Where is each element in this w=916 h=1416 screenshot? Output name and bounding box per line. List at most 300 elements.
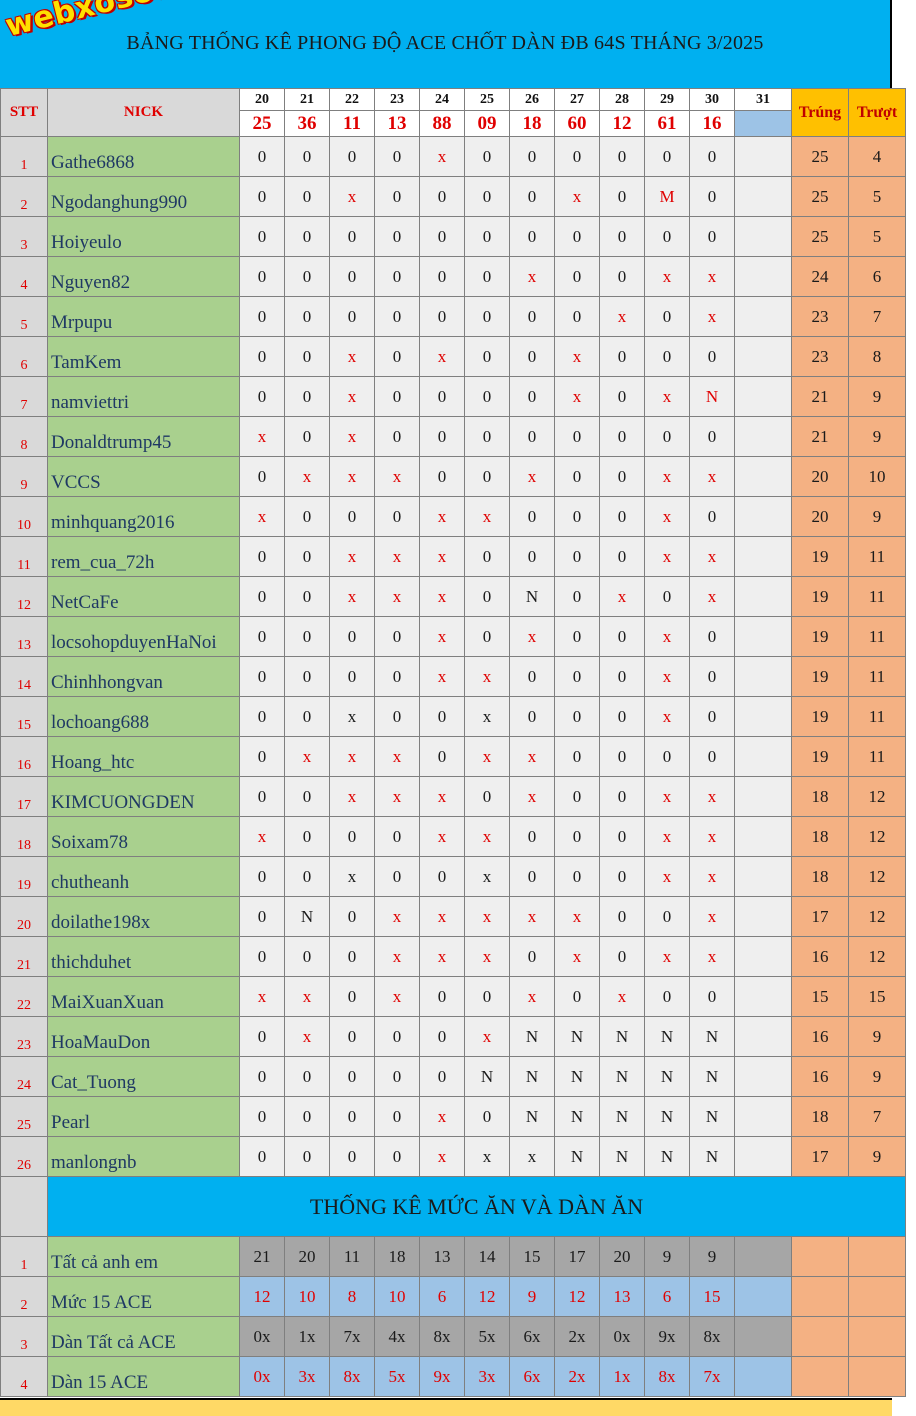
row-cell: x — [285, 737, 330, 777]
row-cell: 0 — [240, 377, 285, 417]
row-cell — [735, 977, 792, 1017]
row-cell: 0 — [690, 417, 735, 457]
header-day: 31 — [735, 89, 792, 111]
row-cell: 0 — [285, 177, 330, 217]
header-result: 12 — [600, 111, 645, 137]
row-cell: x — [465, 737, 510, 777]
row-cell: 0 — [510, 817, 555, 857]
row-cell: 0 — [600, 697, 645, 737]
row-cell — [735, 497, 792, 537]
row-hit: 16 — [792, 1057, 849, 1097]
row-cell: x — [420, 337, 465, 377]
row-cell: 0 — [690, 657, 735, 697]
row-stt: 2 — [1, 177, 48, 217]
row-nick: Gathe6868 — [48, 137, 240, 177]
row-cell: x — [690, 857, 735, 897]
row-cell: 0 — [285, 257, 330, 297]
row-hit: 25 — [792, 177, 849, 217]
row-cell: x — [330, 417, 375, 457]
row-hit: 19 — [792, 617, 849, 657]
row-nick: Mrpupu — [48, 297, 240, 337]
row-stt: 18 — [1, 817, 48, 857]
row-cell: 0 — [645, 337, 690, 377]
row-miss: 11 — [849, 657, 906, 697]
table-row — [1, 697, 906, 737]
row-cell: x — [330, 577, 375, 617]
row-cell: 0 — [555, 537, 600, 577]
row-cell: x — [285, 977, 330, 1017]
row-cell: x — [330, 777, 375, 817]
row-cell: 0 — [555, 817, 600, 857]
row-cell: 0 — [465, 457, 510, 497]
row-cell: 0 — [240, 577, 285, 617]
row-cell — [735, 577, 792, 617]
header-result: 60 — [555, 111, 600, 137]
row-cell: 0 — [285, 657, 330, 697]
row-cell: 0 — [375, 377, 420, 417]
row-cell: x — [645, 937, 690, 977]
row-cell: 0 — [420, 257, 465, 297]
row-hit: 17 — [792, 897, 849, 937]
row-stt: 22 — [1, 977, 48, 1017]
row-cell: x — [375, 737, 420, 777]
row-miss: 5 — [849, 217, 906, 257]
summary-cell: 6x — [510, 1357, 555, 1397]
row-cell: 0 — [240, 457, 285, 497]
row-cell: x — [240, 497, 285, 537]
row-cell: x — [510, 737, 555, 777]
summary-cell: 6 — [645, 1277, 690, 1317]
header-result: 88 — [420, 111, 465, 137]
row-cell: 0 — [645, 417, 690, 457]
row-cell: x — [690, 937, 735, 977]
row-cell: 0 — [285, 537, 330, 577]
table-row — [1, 1057, 906, 1097]
header-result: 36 — [285, 111, 330, 137]
row-cell: 0 — [465, 1097, 510, 1137]
row-cell: N — [465, 1057, 510, 1097]
row-cell: 0 — [375, 137, 420, 177]
row-cell: 0 — [510, 177, 555, 217]
row-miss: 7 — [849, 297, 906, 337]
row-miss: 12 — [849, 817, 906, 857]
row-hit: 19 — [792, 737, 849, 777]
row-stt: 14 — [1, 657, 48, 697]
summary-row — [1, 1277, 906, 1317]
row-stt: 13 — [1, 617, 48, 657]
row-cell: x — [330, 177, 375, 217]
row-cell: 0 — [375, 857, 420, 897]
row-cell — [735, 657, 792, 697]
row-hit: 18 — [792, 857, 849, 897]
row-cell: x — [375, 457, 420, 497]
row-cell: 0 — [240, 1137, 285, 1177]
row-cell: 0 — [510, 697, 555, 737]
row-cell: 0 — [240, 697, 285, 737]
summary-cell: 11 — [330, 1237, 375, 1277]
row-cell: 0 — [645, 297, 690, 337]
row-cell: 0 — [375, 1057, 420, 1097]
row-stt: 16 — [1, 737, 48, 777]
row-stt: 15 — [1, 697, 48, 737]
row-cell: 0 — [600, 257, 645, 297]
summary-cell: 20 — [600, 1237, 645, 1277]
row-cell: x — [375, 577, 420, 617]
row-cell — [735, 377, 792, 417]
row-cell: 0 — [510, 657, 555, 697]
row-nick: Donaldtrump45 — [48, 417, 240, 457]
table-row — [1, 1137, 906, 1177]
summary-stt: 4 — [1, 1357, 48, 1397]
summary-cell: 18 — [375, 1237, 420, 1277]
row-cell: 0 — [645, 577, 690, 617]
row-cell: 0 — [285, 1137, 330, 1177]
row-cell: 0 — [555, 617, 600, 657]
header-day: 22 — [330, 89, 375, 111]
row-cell: 0 — [465, 617, 510, 657]
row-nick: Soixam78 — [48, 817, 240, 857]
table-row — [1, 817, 906, 857]
row-cell: 0 — [600, 377, 645, 417]
row-cell: x — [285, 457, 330, 497]
row-cell: 0 — [510, 337, 555, 377]
row-cell: 0 — [690, 217, 735, 257]
header-day: 30 — [690, 89, 735, 111]
summary-stt: 3 — [1, 1317, 48, 1357]
row-miss: 10 — [849, 457, 906, 497]
row-cell: 0 — [330, 497, 375, 537]
row-cell — [735, 337, 792, 377]
row-cell: x — [240, 977, 285, 1017]
header-result: 13 — [375, 111, 420, 137]
row-cell: x — [600, 977, 645, 1017]
row-cell: N — [510, 1017, 555, 1057]
row-cell: M — [645, 177, 690, 217]
row-nick: Nguyen82 — [48, 257, 240, 297]
row-cell: 0 — [330, 137, 375, 177]
row-cell: 0 — [285, 777, 330, 817]
summary-cell: 0x — [240, 1357, 285, 1397]
row-miss: 12 — [849, 937, 906, 977]
summary-cell: 2x — [555, 1317, 600, 1357]
row-cell: 0 — [330, 297, 375, 337]
summary-cell: 8x — [330, 1357, 375, 1397]
summary-cell: 15 — [690, 1277, 735, 1317]
table-row — [1, 897, 906, 937]
row-cell: 0 — [555, 857, 600, 897]
page-title: BẢNG THỐNG KÊ PHONG ĐỘ ACE CHỐT DÀN ĐB 64S THÁNG 3/2025 — [126, 32, 764, 54]
row-cell: 0 — [285, 497, 330, 537]
row-cell: 0 — [600, 217, 645, 257]
row-cell — [735, 1097, 792, 1137]
row-cell: x — [645, 817, 690, 857]
row-miss: 12 — [849, 897, 906, 937]
row-cell: x — [420, 137, 465, 177]
row-cell: 0 — [420, 857, 465, 897]
row-cell: 0 — [285, 1097, 330, 1137]
row-nick: Ngodanghung990 — [48, 177, 240, 217]
row-cell — [735, 737, 792, 777]
row-cell: 0 — [510, 377, 555, 417]
row-cell — [735, 937, 792, 977]
summary-cell: 1x — [600, 1357, 645, 1397]
summary-cell: 13 — [420, 1237, 465, 1277]
row-cell: 0 — [375, 697, 420, 737]
row-cell — [735, 457, 792, 497]
summary-cell: 0x — [600, 1317, 645, 1357]
summary-label: Dàn Tất cả ACE — [48, 1317, 240, 1357]
row-cell: x — [330, 337, 375, 377]
row-cell — [735, 217, 792, 257]
row-nick: thichduhet — [48, 937, 240, 977]
summary-label: Tất cả anh em — [48, 1237, 240, 1277]
header-result: 16 — [690, 111, 735, 137]
row-cell: 0 — [375, 177, 420, 217]
row-hit: 18 — [792, 1097, 849, 1137]
row-hit: 18 — [792, 817, 849, 857]
summary-row — [1, 1237, 906, 1277]
row-cell: x — [330, 737, 375, 777]
row-nick: Pearl — [48, 1097, 240, 1137]
row-nick: chutheanh — [48, 857, 240, 897]
row-hit: 21 — [792, 377, 849, 417]
header-day: 24 — [420, 89, 465, 111]
row-cell: 0 — [600, 497, 645, 537]
row-cell — [735, 777, 792, 817]
summary-cell: 5x — [375, 1357, 420, 1397]
row-cell: 0 — [375, 817, 420, 857]
row-cell: 0 — [690, 137, 735, 177]
row-cell: 0 — [240, 257, 285, 297]
row-nick: namviettri — [48, 377, 240, 417]
summary-cell: 17 — [555, 1237, 600, 1277]
row-nick: KIMCUONGDEN — [48, 777, 240, 817]
row-cell: N — [600, 1137, 645, 1177]
header-result: 61 — [645, 111, 690, 137]
summary-label: Dàn 15 ACE — [48, 1357, 240, 1397]
row-cell: 0 — [240, 897, 285, 937]
row-cell: 0 — [420, 737, 465, 777]
row-cell: 0 — [285, 217, 330, 257]
row-cell: N — [645, 1057, 690, 1097]
row-nick: TamKem — [48, 337, 240, 377]
header-day: 25 — [465, 89, 510, 111]
row-cell: 0 — [375, 497, 420, 537]
row-cell: N — [510, 1057, 555, 1097]
row-cell: 0 — [600, 857, 645, 897]
table-row — [1, 417, 906, 457]
row-cell: 0 — [240, 617, 285, 657]
summary-cell: 21 — [240, 1237, 285, 1277]
table-row — [1, 1097, 906, 1137]
row-nick: rem_cua_72h — [48, 537, 240, 577]
row-miss: 11 — [849, 737, 906, 777]
row-cell: x — [555, 937, 600, 977]
row-cell: 0 — [555, 777, 600, 817]
row-stt: 24 — [1, 1057, 48, 1097]
row-cell: 0 — [465, 417, 510, 457]
row-nick: VCCS — [48, 457, 240, 497]
row-cell: x — [330, 537, 375, 577]
row-stt: 20 — [1, 897, 48, 937]
row-cell: N — [600, 1017, 645, 1057]
row-cell: 0 — [285, 617, 330, 657]
row-cell: x — [465, 1137, 510, 1177]
row-stt: 9 — [1, 457, 48, 497]
table-row — [1, 857, 906, 897]
row-cell: 0 — [285, 137, 330, 177]
row-cell: x — [510, 457, 555, 497]
row-cell: 0 — [600, 137, 645, 177]
row-miss: 9 — [849, 497, 906, 537]
row-cell: 0 — [510, 417, 555, 457]
row-cell: x — [690, 257, 735, 297]
row-miss: 9 — [849, 417, 906, 457]
header-days-row — [1, 89, 906, 111]
row-cell: 0 — [600, 337, 645, 377]
row-cell — [735, 1017, 792, 1057]
row-nick: Hoiyeulo — [48, 217, 240, 257]
summary-cell: 6x — [510, 1317, 555, 1357]
row-hit: 19 — [792, 577, 849, 617]
table-row — [1, 177, 906, 217]
row-cell: 0 — [465, 297, 510, 337]
row-cell: x — [420, 777, 465, 817]
row-cell: 0 — [510, 297, 555, 337]
row-cell: 0 — [420, 697, 465, 737]
row-cell: x — [420, 657, 465, 697]
row-cell: x — [285, 1017, 330, 1057]
summary-cell: 13 — [600, 1277, 645, 1317]
summary-stt: 1 — [1, 1237, 48, 1277]
row-cell: x — [555, 897, 600, 937]
row-cell: x — [465, 817, 510, 857]
header-day: 28 — [600, 89, 645, 111]
summary-miss-blank — [849, 1357, 906, 1397]
row-cell: 0 — [690, 977, 735, 1017]
row-cell: 0 — [285, 817, 330, 857]
row-stt: 19 — [1, 857, 48, 897]
summary-cell: 3x — [285, 1357, 330, 1397]
row-cell: x — [645, 377, 690, 417]
header-day: 29 — [645, 89, 690, 111]
row-hit: 20 — [792, 497, 849, 537]
row-cell: x — [690, 297, 735, 337]
summary-cell: 12 — [240, 1277, 285, 1317]
header-result: 11 — [330, 111, 375, 137]
row-cell: 0 — [375, 1137, 420, 1177]
row-cell: 0 — [330, 1137, 375, 1177]
row-cell: x — [510, 977, 555, 1017]
row-miss: 6 — [849, 257, 906, 297]
row-cell: x — [465, 657, 510, 697]
row-cell: 0 — [465, 177, 510, 217]
row-cell: 0 — [330, 617, 375, 657]
section-stt-blank — [1, 1177, 48, 1237]
row-cell: 0 — [510, 537, 555, 577]
row-cell: 0 — [555, 697, 600, 737]
row-cell: 0 — [240, 217, 285, 257]
section-title: THỐNG KÊ MỨC ĂN VÀ DÀN ĂN — [48, 1177, 906, 1237]
row-cell: 0 — [375, 657, 420, 697]
row-cell: 0 — [555, 417, 600, 457]
summary-hit-blank — [792, 1317, 849, 1357]
table-row — [1, 977, 906, 1017]
row-stt: 8 — [1, 417, 48, 457]
row-miss: 11 — [849, 537, 906, 577]
table-row — [1, 737, 906, 777]
row-miss: 11 — [849, 697, 906, 737]
row-cell: 0 — [600, 177, 645, 217]
row-cell: x — [375, 977, 420, 1017]
row-cell — [735, 697, 792, 737]
row-cell: N — [645, 1137, 690, 1177]
header-hit: Trúng — [792, 89, 849, 137]
row-cell: 0 — [240, 937, 285, 977]
summary-cell: 20 — [285, 1237, 330, 1277]
row-cell: 0 — [330, 657, 375, 697]
row-stt: 4 — [1, 257, 48, 297]
row-cell: x — [690, 537, 735, 577]
row-cell: 0 — [420, 417, 465, 457]
row-miss: 9 — [849, 377, 906, 417]
row-cell: N — [510, 577, 555, 617]
row-miss: 7 — [849, 1097, 906, 1137]
row-cell: 0 — [600, 817, 645, 857]
row-cell: x — [645, 497, 690, 537]
row-cell: 0 — [465, 577, 510, 617]
row-cell: 0 — [510, 137, 555, 177]
summary-label: Mức 15 ACE — [48, 1277, 240, 1317]
table-row — [1, 497, 906, 537]
row-cell: N — [285, 897, 330, 937]
summary-cell: 9x — [420, 1357, 465, 1397]
summary-cell: 7x — [330, 1317, 375, 1357]
row-stt: 6 — [1, 337, 48, 377]
row-stt: 21 — [1, 937, 48, 977]
summary-miss-blank — [849, 1317, 906, 1357]
row-cell: 0 — [465, 217, 510, 257]
summary-hit-blank — [792, 1277, 849, 1317]
row-cell: x — [465, 497, 510, 537]
row-cell: 0 — [555, 577, 600, 617]
table-row — [1, 657, 906, 697]
row-cell: 0 — [330, 817, 375, 857]
row-cell: 0 — [285, 577, 330, 617]
row-cell: x — [240, 817, 285, 857]
row-cell: 0 — [240, 337, 285, 377]
row-cell: 0 — [330, 977, 375, 1017]
row-nick: NetCaFe — [48, 577, 240, 617]
row-cell: 0 — [285, 417, 330, 457]
row-cell — [735, 537, 792, 577]
row-cell: x — [510, 897, 555, 937]
row-cell: 0 — [375, 617, 420, 657]
table-row — [1, 377, 906, 417]
row-cell — [735, 1057, 792, 1097]
row-cell: x — [510, 617, 555, 657]
header-day: 26 — [510, 89, 555, 111]
row-cell: 0 — [240, 177, 285, 217]
row-cell: 0 — [510, 497, 555, 537]
summary-cell: 9 — [645, 1237, 690, 1277]
summary-cell: 8 — [330, 1277, 375, 1317]
row-cell: x — [690, 457, 735, 497]
row-cell: 0 — [555, 497, 600, 537]
row-hit: 16 — [792, 1017, 849, 1057]
row-cell: x — [690, 777, 735, 817]
row-nick: Hoang_htc — [48, 737, 240, 777]
